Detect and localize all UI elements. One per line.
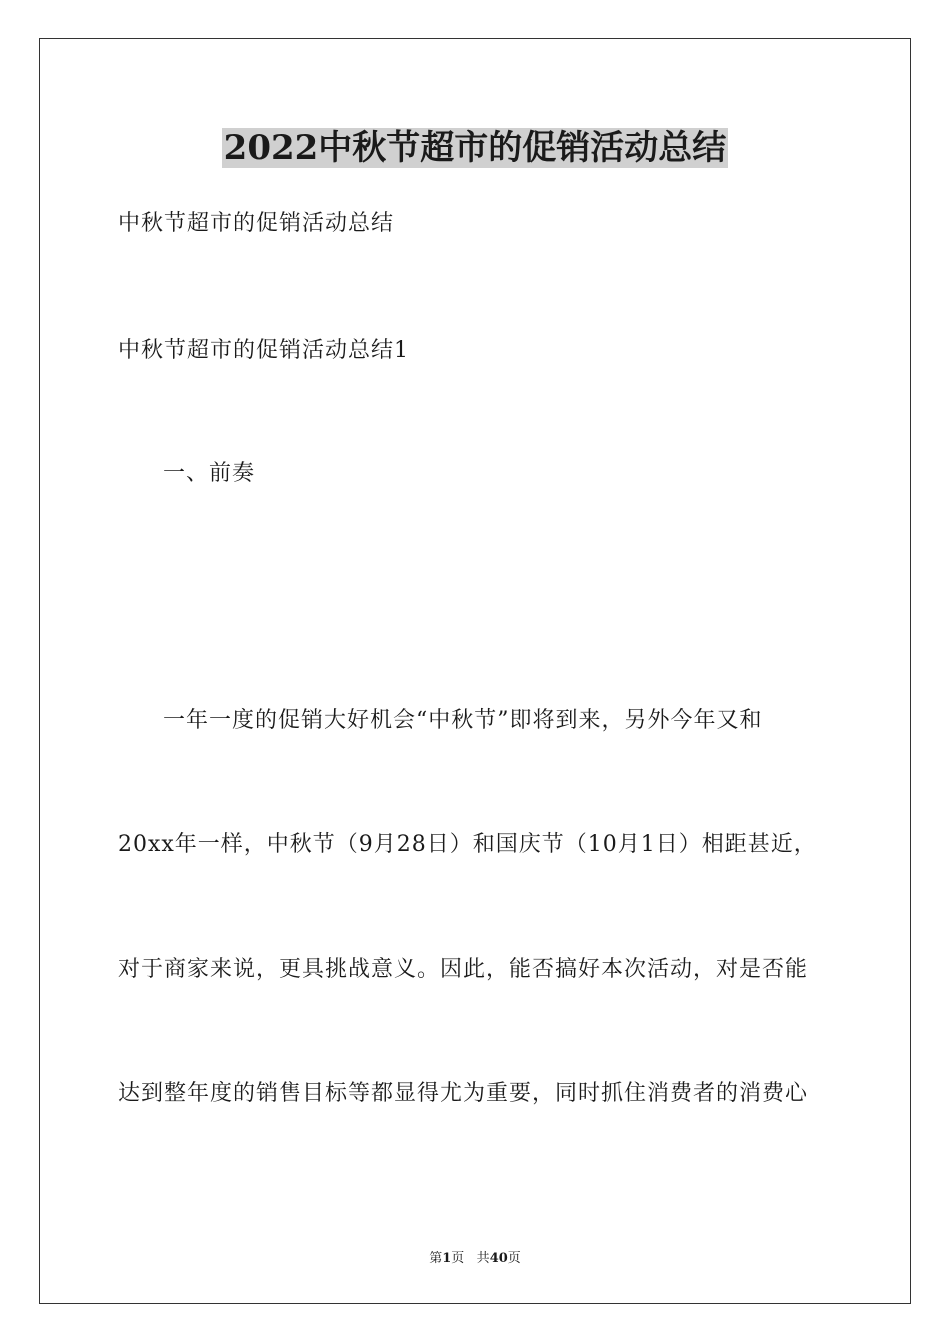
document-subtitle: 中秋节超市的促销活动总结 — [118, 211, 395, 236]
footer-total-prefix: 共 — [476, 1251, 490, 1266]
paragraph-line: 一年一度的促销大好机会“中秋节”即将到来，另外今年又和 — [163, 708, 763, 733]
section-heading: 中秋节超市的促销活动总结1 — [118, 338, 409, 363]
footer-page-number: 1 — [442, 1251, 452, 1266]
footer-page-suffix: 页 — [451, 1251, 465, 1266]
footer-total-suffix: 页 — [507, 1251, 521, 1266]
paragraph-line: 20xx年一样，中秋节（9月28日）和国庆节（10月1日）相距甚近， — [118, 832, 817, 857]
paragraph-line: 达到整年度的销售目标等都显得尤为重要，同时抓住消费者的消费心 — [118, 1081, 809, 1106]
document-title — [0, 128, 950, 168]
part-heading: 一、前奏 — [163, 461, 256, 486]
footer-page-prefix: 第 — [429, 1251, 443, 1266]
footer-total-pages: 40 — [489, 1251, 508, 1266]
paragraph-line: 对于商家来说，更具挑战意义。因此，能否搞好本次活动，对是否能 — [118, 957, 809, 982]
document-title-text: 2022中秋节超市的促销活动总结 — [223, 128, 727, 168]
page-footer — [0, 1247, 950, 1266]
